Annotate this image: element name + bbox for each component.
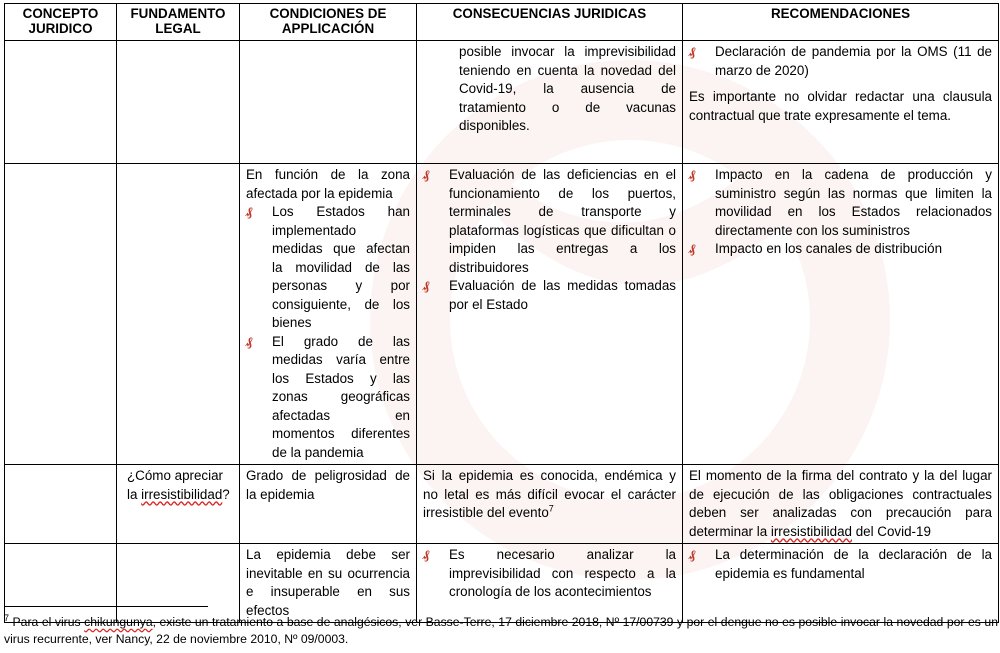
quill-bullet-icon: ₰ bbox=[246, 205, 253, 220]
cell-condiciones bbox=[240, 164, 417, 465]
consecuencias-list bbox=[423, 166, 676, 314]
header-row bbox=[5, 4, 999, 41]
cell-consecuencias bbox=[417, 41, 683, 164]
table-row bbox=[5, 544, 999, 623]
cell-recomendaciones bbox=[683, 544, 999, 623]
list-item bbox=[246, 333, 410, 463]
cell-concepto bbox=[5, 465, 117, 544]
cell-consecuencias bbox=[417, 544, 683, 623]
list-item bbox=[689, 546, 992, 583]
list-item bbox=[246, 203, 410, 333]
cell-recomendaciones bbox=[683, 41, 999, 164]
footnote-separator bbox=[4, 606, 208, 607]
cell-consecuencias bbox=[417, 164, 683, 465]
footnote: $^7$ Para el virus chikungunya, existe un tratamiento a base de analgésicos, ver Basse-Terre, 17 diciembre 2018, Nº 17/00739 y por el dengue no es posible invocar la novedad por es un virus recurrente, ver Nancy, 22 de noviembre 2010, Nº 09/0003. bbox=[4, 612, 998, 646]
cell-concepto bbox=[5, 41, 117, 164]
cell-fundamento bbox=[117, 544, 240, 623]
spell-flagged-word: irresistibilidad bbox=[770, 523, 852, 539]
list-item bbox=[689, 240, 992, 259]
condiciones-intro: En función de la zona afectada por la epidemia bbox=[246, 167, 410, 201]
cell-concepto bbox=[5, 544, 117, 623]
recomendaciones-list bbox=[689, 166, 992, 259]
fundamento-text: ¿Cómo apreciar la irresistibilidad? bbox=[127, 468, 230, 502]
quill-bullet-icon: ₰ bbox=[246, 334, 253, 350]
quill-bullet-icon: ₰ bbox=[423, 168, 430, 183]
legal-table bbox=[4, 3, 999, 623]
consecuencias-text: Si la epidemia es conocida, endémica y no letal es más difícil evocar el carácter irresistible del evento$^7$ bbox=[423, 468, 676, 520]
header-recomendaciones: RECOMENDACIONES bbox=[683, 4, 999, 41]
cell-condiciones bbox=[240, 41, 417, 164]
header-consecuencias-juridicas: CONSECUENCIAS JURIDICAS bbox=[417, 4, 683, 41]
list-item bbox=[689, 43, 992, 80]
cell-fundamento bbox=[117, 465, 240, 544]
condiciones-text: Grado de peligrosidad de la epidemia bbox=[246, 468, 410, 502]
cell-fundamento bbox=[117, 41, 240, 164]
cell-recomendaciones bbox=[683, 465, 999, 544]
list-item bbox=[423, 546, 676, 602]
cell-recomendaciones bbox=[683, 164, 999, 465]
list-item bbox=[423, 166, 676, 277]
table-row bbox=[5, 41, 999, 164]
table-row bbox=[5, 465, 999, 544]
condiciones-list bbox=[246, 203, 410, 462]
consecuencias-text: posible invocar la imprevisibilidad teniendo en cuenta la novedad del Covid-19, la ausencia de tratamiento o de vacunas disponibles. bbox=[459, 44, 676, 133]
consecuencias-list bbox=[423, 546, 676, 602]
list-item-text: Evaluación de las deficiencias en el funcionamiento de los puertos, terminales de transporte y plataformas logísticas que dificultan o impiden las entregas a los distribuidores bbox=[449, 167, 676, 275]
cell-condiciones bbox=[240, 544, 417, 623]
spell-flagged-word: irresistibilidad bbox=[141, 486, 223, 502]
list-item bbox=[423, 277, 676, 314]
header-condiciones-aplicacion: CONDICIONES DE APPLICACIÓN bbox=[240, 4, 417, 41]
recomendaciones-list bbox=[689, 43, 992, 80]
cell-consecuencias bbox=[417, 465, 683, 544]
cell-fundamento bbox=[117, 164, 240, 465]
footnote-ref: 7 bbox=[548, 503, 554, 514]
list-item-text: Evaluación de las medidas tomadas por el Estado bbox=[449, 278, 676, 312]
spell-flagged-word: chikungunya bbox=[84, 615, 153, 629]
header-fundamento-legal: FUNDAMENTO LEGAL bbox=[117, 4, 240, 41]
list-item-text: Es necesario analizar la imprevisibilidad con respecto a la cronología de los acontecimientos bbox=[449, 547, 676, 599]
list-item-text: La determinación de la declaración de la epidemia es fundamental bbox=[715, 547, 992, 581]
header-concepto-juridico: CONCEPTO JURIDICO bbox=[5, 4, 117, 41]
table-row bbox=[5, 164, 999, 465]
recomendaciones-text: Es importante no olvidar redactar una clausula contractual que trate expresamente el tema. bbox=[689, 89, 992, 123]
recomendaciones-text: El momento de la firma del contrato y la del lugar de ejecución de las obligaciones contractuales deben ser analizadas con precaución para determinar la irresistibilidad del Covid-19 bbox=[689, 468, 992, 539]
quill-bullet-icon: ₰ bbox=[423, 279, 430, 294]
quill-bullet-icon: ₰ bbox=[689, 242, 696, 257]
list-item bbox=[689, 166, 992, 240]
quill-bullet-icon: ₰ bbox=[689, 548, 696, 563]
cell-condiciones bbox=[240, 465, 417, 544]
cell-concepto bbox=[5, 164, 117, 465]
list-item-text: Impacto en la cadena de producción y suministro según las normas que limiten la movilidad en los Estados relacionados directamente con los suministros bbox=[715, 167, 992, 238]
list-item-text: Los Estados han implementado medidas que afectan la movilidad de las personas y por consiguiente, de los bienes bbox=[272, 204, 410, 330]
list-item-text: El grado de las medidas varía entre los Estados y las zonas geográficas afectadas en momentos diferentes de la pandemia bbox=[272, 333, 410, 460]
quill-bullet-icon: ₰ bbox=[689, 45, 696, 60]
quill-bullet-icon: ₰ bbox=[689, 168, 696, 183]
condiciones-text: La epidemia debe ser inevitable en su ocurrencia e insuperable en sus efectos bbox=[246, 547, 410, 618]
recomendaciones-list bbox=[689, 546, 992, 583]
list-item-text: Declaración de pandemia por la OMS (11 de marzo de 2020) bbox=[715, 44, 992, 78]
quill-bullet-icon: ₰ bbox=[423, 548, 430, 563]
list-item-text: Impacto en los canales de distribución bbox=[715, 241, 943, 256]
footnote-mark: 7 bbox=[4, 612, 10, 623]
